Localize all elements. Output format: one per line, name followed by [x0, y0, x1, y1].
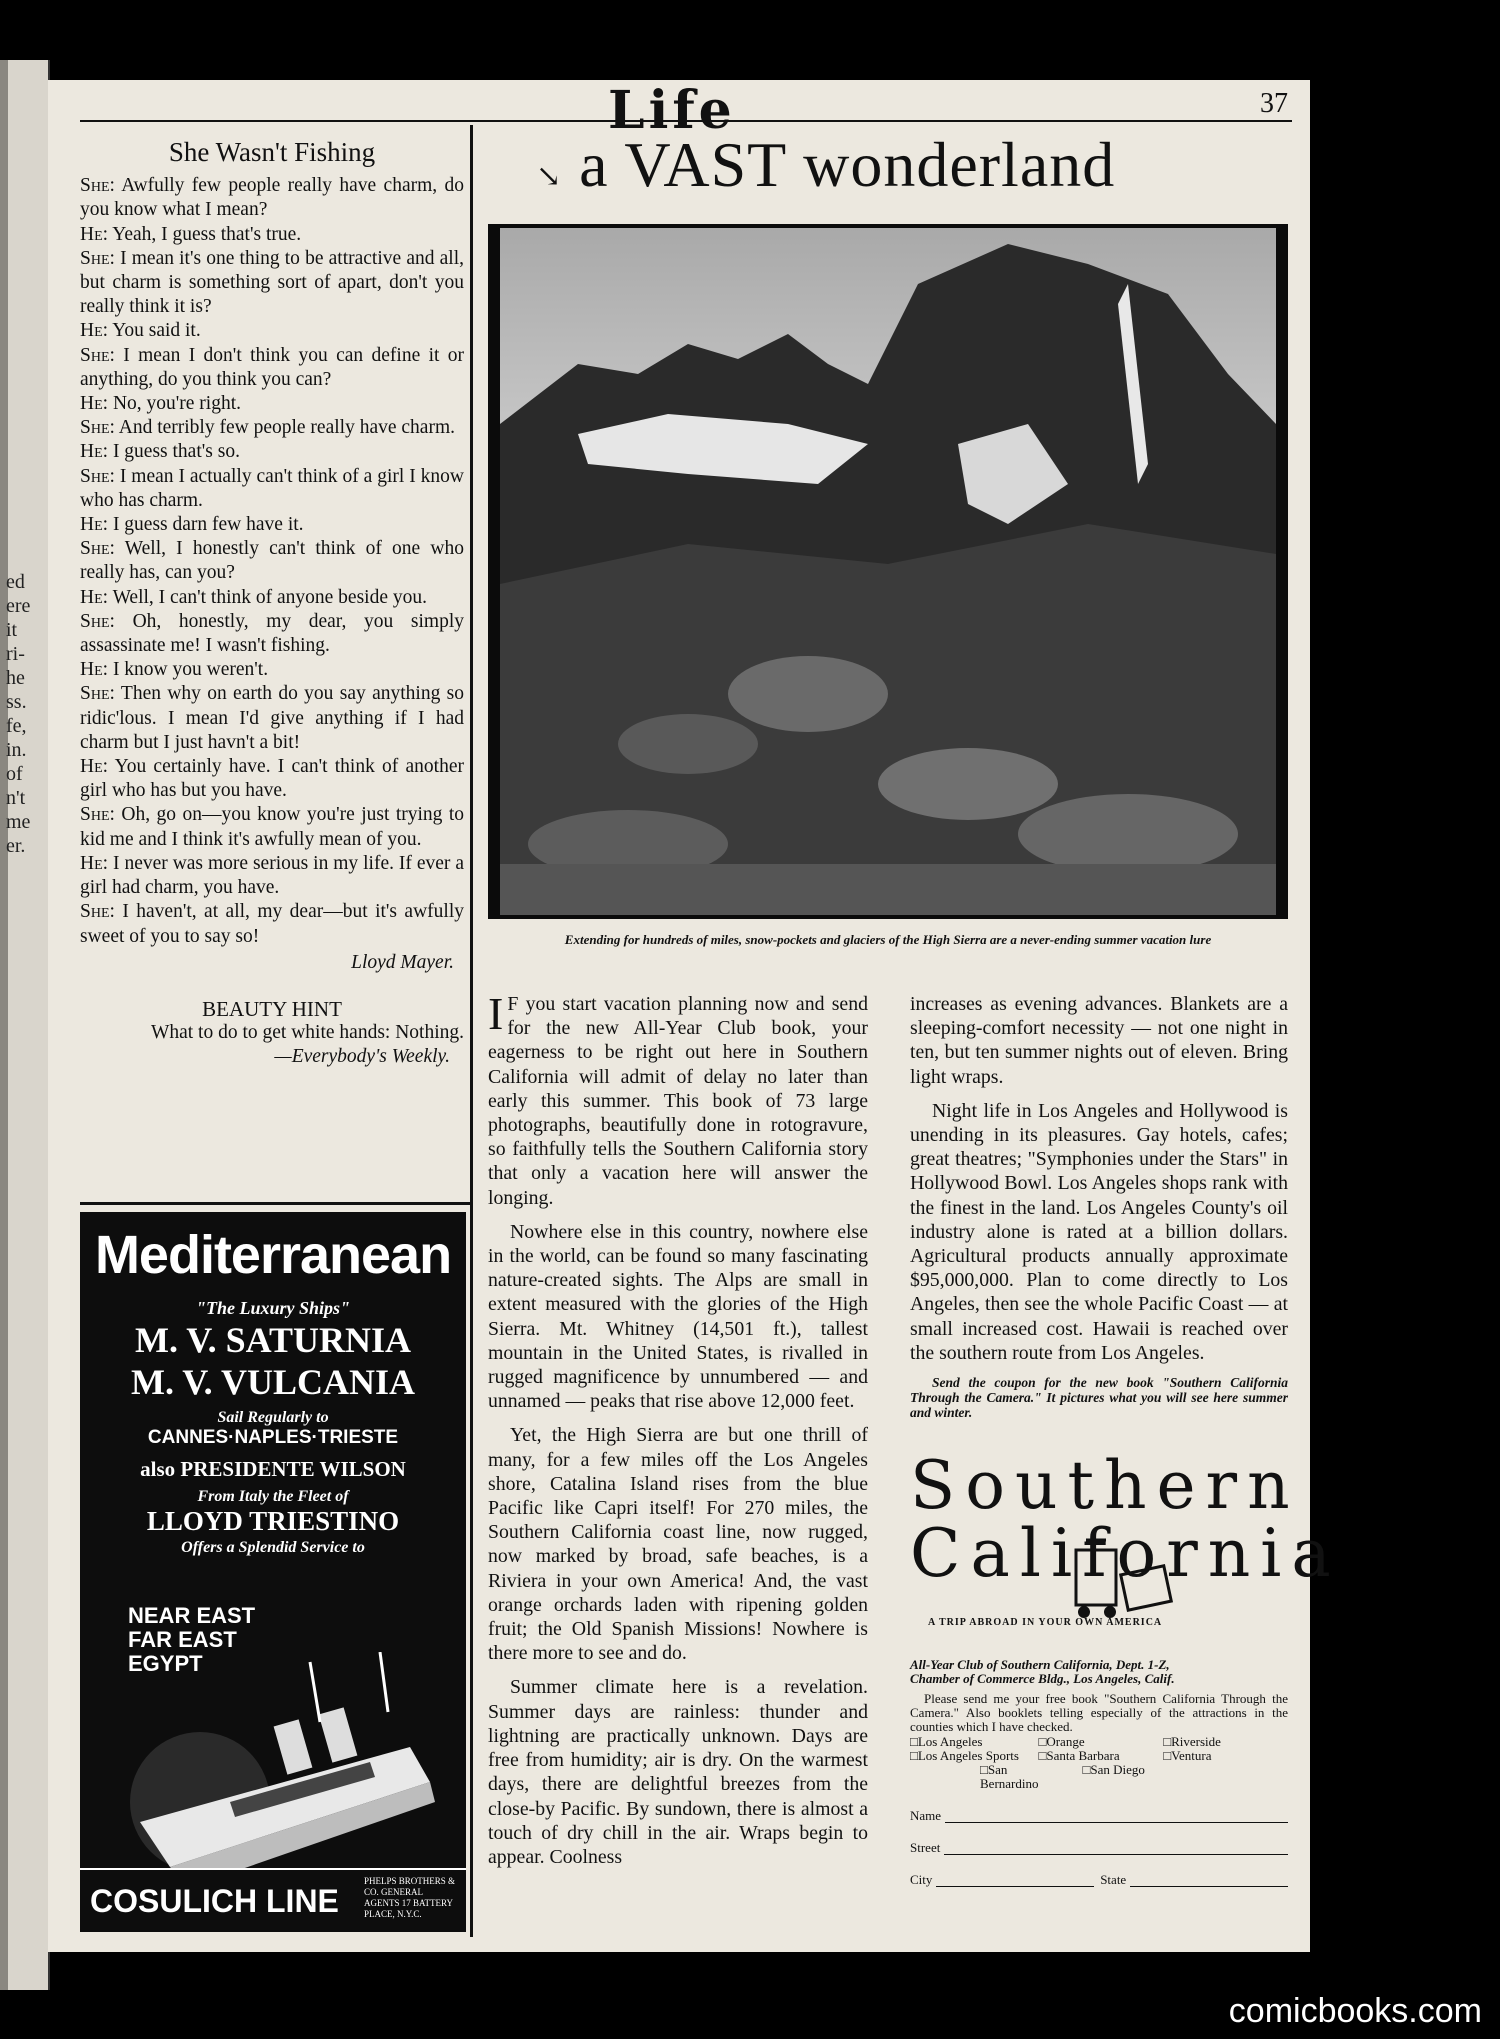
- beauty-hint-text: What to do to get white hands: Nothing.: [150, 1022, 464, 1044]
- name-line[interactable]: [945, 1809, 1288, 1823]
- also-text: also PRESIDENTE WILSON: [140, 1457, 406, 1481]
- edge-text: fe,: [6, 715, 27, 737]
- street-field[interactable]: [910, 1841, 1288, 1855]
- field-label: City: [910, 1872, 933, 1887]
- speaker: She:: [80, 538, 115, 560]
- edge-text: er.: [6, 835, 26, 857]
- dialogue-line: I know you weren't.: [112, 659, 269, 681]
- ship-name: M. V. SATURNIA: [134, 1320, 412, 1360]
- speaker: She:: [80, 417, 115, 439]
- speaker: She:: [80, 344, 115, 366]
- checkbox-santa-barbara[interactable]: □ Santa Barbara: [1038, 1749, 1163, 1763]
- checkbox-riverside[interactable]: □ Riverside: [1163, 1735, 1288, 1749]
- city-line[interactable]: [936, 1873, 1094, 1887]
- header-rule: [80, 120, 1292, 122]
- dialogue-line: I never was more serious in my life. If ever a girl had charm, you have.: [80, 852, 465, 899]
- dialogue-line: No, you're right.: [112, 393, 242, 415]
- dialogue-line: I haven't, at all, my dear—but it's awfully sweet of you to say so!: [80, 901, 464, 947]
- speaker: She:: [80, 175, 115, 197]
- dialogue-line: Well, I honestly can't think of one who really has, can you?: [80, 538, 464, 584]
- city-state-field[interactable]: [910, 1873, 1288, 1887]
- ad-body-column-1: [488, 988, 868, 1879]
- ad-body-column-2: [910, 992, 1288, 1430]
- ship-name: M. V. VULCANIA: [130, 1362, 416, 1402]
- name-field[interactable]: [910, 1809, 1288, 1823]
- destinations-list: [128, 1604, 255, 1676]
- edge-text: he: [6, 667, 25, 689]
- edge-text: n't: [6, 787, 26, 809]
- speaker: She:: [80, 610, 115, 632]
- speaker: He:: [80, 441, 109, 463]
- paragraph: Night life in Los Angeles and Hollywood is unending in its pleasures. Gay hotels, cafes; great theatres; "Symphonies under the Stars" in Hollywood Bowl. Los Angeles shops rank with the finest in the land. Los Angeles County's oil industry alone is rated at a billion dollars. Agricultural products annually approximate $95,000,000. Plan to come directly to Los Angeles, then see the whole Pacific Coast — at small increased cost. Hawaii is reached over the southern route from Los Angeles.: [910, 1099, 1288, 1364]
- coupon-request: Please send me your free book "Southern California Through the Camera." Also booklets telling especially of the attractions in the counties which I have checked.: [910, 1691, 1288, 1734]
- dialogue-line: Then why on earth do you say anything so ridic'lous. I mean I'd give anything if I had charm but I just havn't a bit!: [80, 683, 464, 753]
- field-label: Street: [910, 1840, 941, 1855]
- edge-text: me: [6, 811, 31, 833]
- column-rule: [470, 125, 473, 1937]
- sail-text: Sail Regularly to: [217, 1409, 329, 1426]
- speaker: He:: [80, 756, 109, 778]
- dialogue-line: You said it.: [112, 320, 201, 342]
- page-number: 37: [1260, 88, 1288, 119]
- dialogue-line: I guess darn few have it.: [112, 514, 304, 536]
- dialogue-line: Yeah, I guess that's true.: [112, 223, 302, 245]
- checkbox-ventura[interactable]: □ Ventura: [1163, 1749, 1288, 1763]
- dialogue-line: I mean I actually can't think of a girl I know who has charm.: [80, 465, 464, 511]
- dialogue-line: I guess that's so.: [112, 441, 240, 463]
- destination: FAR EAST: [128, 1627, 237, 1652]
- photo-caption: Extending for hundreds of miles, snow-pockets and glaciers of the High Sierra are a never-ending summer vacation lure: [564, 932, 1212, 947]
- dialogue-line: I mean it's one thing to be attractive and all, but charm is something sort of apart, don't you really think it is?: [80, 247, 464, 318]
- paragraph: Yet, the High Sierra are but one thrill of many, for a few miles off the Los Angeles shore, Catalina Island rises from the blue Pacific like Capri itself! For 270 miles, the Southern California coast line, now rugged, now marked by broad, safe beaches, is a Riviera in your own America! And, the vast orange orchards laden with ripening golden fruit; the Old Spanish Missions! Nowhere is there more to see and do.: [488, 1424, 868, 1665]
- skit-title: She Wasn't Fishing: [168, 137, 376, 167]
- edge-text: ed: [6, 571, 25, 593]
- checkbox-orange[interactable]: □ Orange: [1038, 1735, 1163, 1749]
- paragraph: increases as evening advances. Blankets are a sleeping-comfort necessity — not one night in ten, but ten summer nights out of eleven. Bring light wraps.: [910, 993, 1288, 1088]
- headline-text: a VAST wonderland: [579, 129, 1116, 200]
- speaker: He:: [80, 586, 109, 608]
- dialogue-line: You certainly have. I can't think of another girl who has but you have.: [80, 756, 464, 802]
- edge-text: of: [6, 763, 23, 785]
- beauty-hint-source: —Everybody's Weekly.: [274, 1046, 450, 1068]
- checkbox-san-bernardino[interactable]: □ San Bernardino: [910, 1763, 1038, 1791]
- speaker: He:: [80, 320, 109, 342]
- checkbox-los-angeles[interactable]: □ Los Angeles: [910, 1735, 1038, 1749]
- edge-text: ss.: [6, 691, 27, 713]
- spine-shadow: [0, 60, 8, 1990]
- section-rule: [80, 1202, 470, 1205]
- county-checkboxes: [910, 1735, 1288, 1791]
- magazine-page: [48, 80, 1341, 1952]
- brand-line: California: [910, 1515, 1341, 1592]
- speaker: She:: [80, 247, 115, 269]
- speaker: He:: [80, 659, 109, 681]
- paragraph: F you start vacation planning now and send for the new All-Year Club book, your eagerness to be right out here in Southern California will admit of delay no later than early this summer. This book of 73 large photographs, beautifully done in rotogravure, so faithfully tells the Southern California story that only a vacation here will answer the longing.: [488, 993, 868, 1209]
- offers-text: Offers a Splendid Service to: [181, 1539, 365, 1556]
- cosulich-line-logo: COSULICH LINE: [90, 1883, 339, 1919]
- agent-address: PHELPS BROTHERS & CO. GENERAL AGENTS 17 BATTERY PLACE, N.Y.C.: [364, 1876, 456, 1919]
- mediterranean-ad: [80, 1212, 466, 1932]
- speaker: She:: [80, 901, 115, 923]
- destination: EGYPT: [128, 1651, 203, 1676]
- edge-text: ere: [6, 595, 31, 617]
- skit-article: [80, 137, 465, 1070]
- speaker: She:: [80, 683, 115, 705]
- coupon-form: [910, 1658, 1288, 1887]
- brand-line: Southern: [910, 1447, 1300, 1524]
- dialogue-line: Awfully few people really have charm, do you know what I mean?: [80, 175, 464, 221]
- drop-cap: I: [488, 988, 504, 1039]
- paragraph: Summer climate here is a revelation. Summer days are rainless: thunder and lightning are practically unknown. Days are free from humidity; air is dry. On the warmest days, there are delightful breezes from the close-by Pacific. By sundown, there is almost a touch of dry chill in the air. Wraps begin to appear. Coolness: [488, 1676, 868, 1868]
- checkbox-los-angeles-sports[interactable]: □ Los Angeles Sports: [910, 1749, 1038, 1763]
- dialogue-line: Oh, honestly, my dear, you simply assassinate me! I wasn't fishing.: [80, 610, 464, 657]
- edge-text: it: [6, 619, 18, 641]
- magazine-logo: Life: [608, 80, 736, 141]
- luggage-illustration: [1066, 1530, 1176, 1620]
- speaker: He:: [80, 514, 109, 536]
- from-text: From Italy the Fleet of: [197, 1488, 349, 1505]
- speaker: He:: [80, 223, 109, 245]
- fleet-name: LLOYD TRIESTINO: [146, 1506, 400, 1536]
- adjacent-page-edge: [0, 60, 50, 1990]
- site-watermark: comicbooks.com: [1228, 1992, 1482, 2030]
- paragraph: Nowhere else in this country, nowhere else in the world, can be found so many fascinating nature-created sights. The Alps are small in extent measured with the glories of the High Sierra. Mt. Whitney (14,501 ft.), tallest mountain in the United States, is rivalled in rugged magnificence by unnumbered — and unnamed — peaks that rise above 12,000 feet.: [488, 1220, 868, 1413]
- coupon-address: Chamber of Commerce Bldg., Los Angeles, Calif.: [910, 1671, 1175, 1686]
- brand-tagline: A TRIP ABROAD IN YOUR OWN AMERICA: [928, 1617, 1163, 1628]
- edge-text: ri-: [6, 643, 25, 665]
- speaker: She:: [80, 804, 115, 826]
- dialogue-line: Oh, go on—you know you're just trying to kid me and I think it's awfully mean of you.: [80, 804, 465, 850]
- skit-author: Lloyd Mayer.: [351, 951, 454, 973]
- ad-title: Mediterranean: [94, 1225, 452, 1285]
- dialogue-line: And terribly few people really have charm.: [118, 417, 455, 439]
- checkbox-san-diego[interactable]: □ San Diego: [1038, 1763, 1163, 1791]
- mountain-photograph: [488, 224, 1288, 919]
- field-label: Name: [910, 1808, 942, 1823]
- send-coupon-note: Send the coupon for the new book "Southern California Through the Camera." It pictures what you will see here summer and winter.: [910, 1375, 1288, 1421]
- speaker: He:: [80, 852, 109, 874]
- coupon-address: All-Year Club of Southern California, Dept. 1-Z,: [910, 1657, 1170, 1672]
- dialogue-line: Well, I can't think of anyone beside you.: [112, 586, 427, 608]
- field-label: State: [1100, 1872, 1127, 1887]
- state-line[interactable]: [1130, 1873, 1288, 1887]
- ad-headline: ↘ a VAST wonderland: [536, 129, 1116, 200]
- dialogue-line: I mean I don't think you can define it or anything, do you think you can?: [80, 344, 465, 390]
- speaker: He:: [80, 393, 109, 415]
- edge-text: in.: [6, 739, 27, 761]
- ports-text: CANNES·NAPLES·TRIESTE: [147, 1427, 399, 1448]
- destination: NEAR EAST: [128, 1603, 256, 1628]
- speaker: She:: [80, 465, 115, 487]
- ad-tagline: "The Luxury Ships": [195, 1298, 351, 1318]
- beauty-hint-title: BEAUTY HINT: [202, 996, 342, 1021]
- street-line[interactable]: [944, 1841, 1288, 1855]
